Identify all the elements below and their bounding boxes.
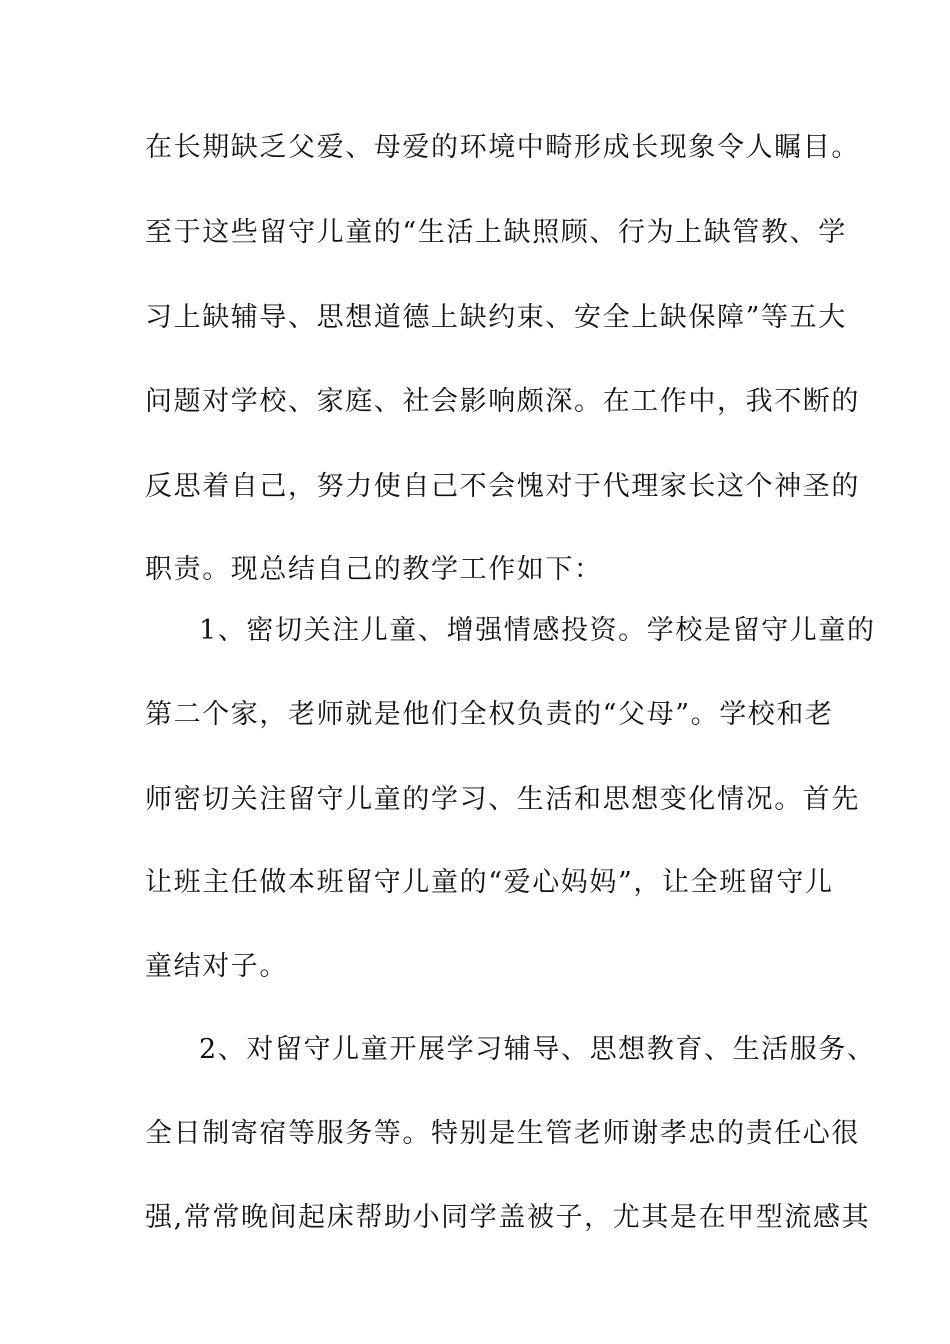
text-line: 至于这些留守儿童的“生活上缺照顾、行为上缺管教、学 bbox=[145, 217, 847, 248]
text-line: 师密切关注留守儿童的学习、生活和思想变化情况。首先 bbox=[145, 784, 860, 815]
text-line: 习上缺辅导、思想道德上缺约束、安全上缺保障”等五大 bbox=[145, 302, 847, 333]
text-line: 第二个家，老师就是他们全权负责的“父母”。学校和老 bbox=[145, 699, 834, 730]
text-line: 全日制寄宿等服务等。特别是生管老师谢孝忠的责任心很 bbox=[145, 1118, 860, 1149]
paragraph-2-first-line: 2、对留守儿童开展学习辅导、思想教育、生活服务、 bbox=[199, 1034, 876, 1065]
text-line: 强,常常晚间起床帮助小同学盖被子，尤其是在甲型流感其 bbox=[145, 1202, 871, 1233]
text-line: 反思着自己，努力使自己不会愧对于代理家长这个神圣的 bbox=[145, 471, 860, 502]
text-line: 让班主任做本班留守儿童的“爱心妈妈”，让全班留守儿 bbox=[145, 867, 834, 898]
paragraph-1-first-line: 1、密切关注儿童、增强情感投资。学校是留守儿童的 bbox=[199, 615, 876, 646]
text-line: 职责。现总结自己的教学工作如下： bbox=[145, 554, 603, 585]
text-line: 在长期缺乏父爱、母爱的环境中畸形成长现象令人瞩目。 bbox=[145, 132, 860, 163]
text-line: 童结对子。 bbox=[145, 951, 288, 982]
text-line: 问题对学校、家庭、社会影响颇深。在工作中，我不断的 bbox=[145, 386, 860, 417]
